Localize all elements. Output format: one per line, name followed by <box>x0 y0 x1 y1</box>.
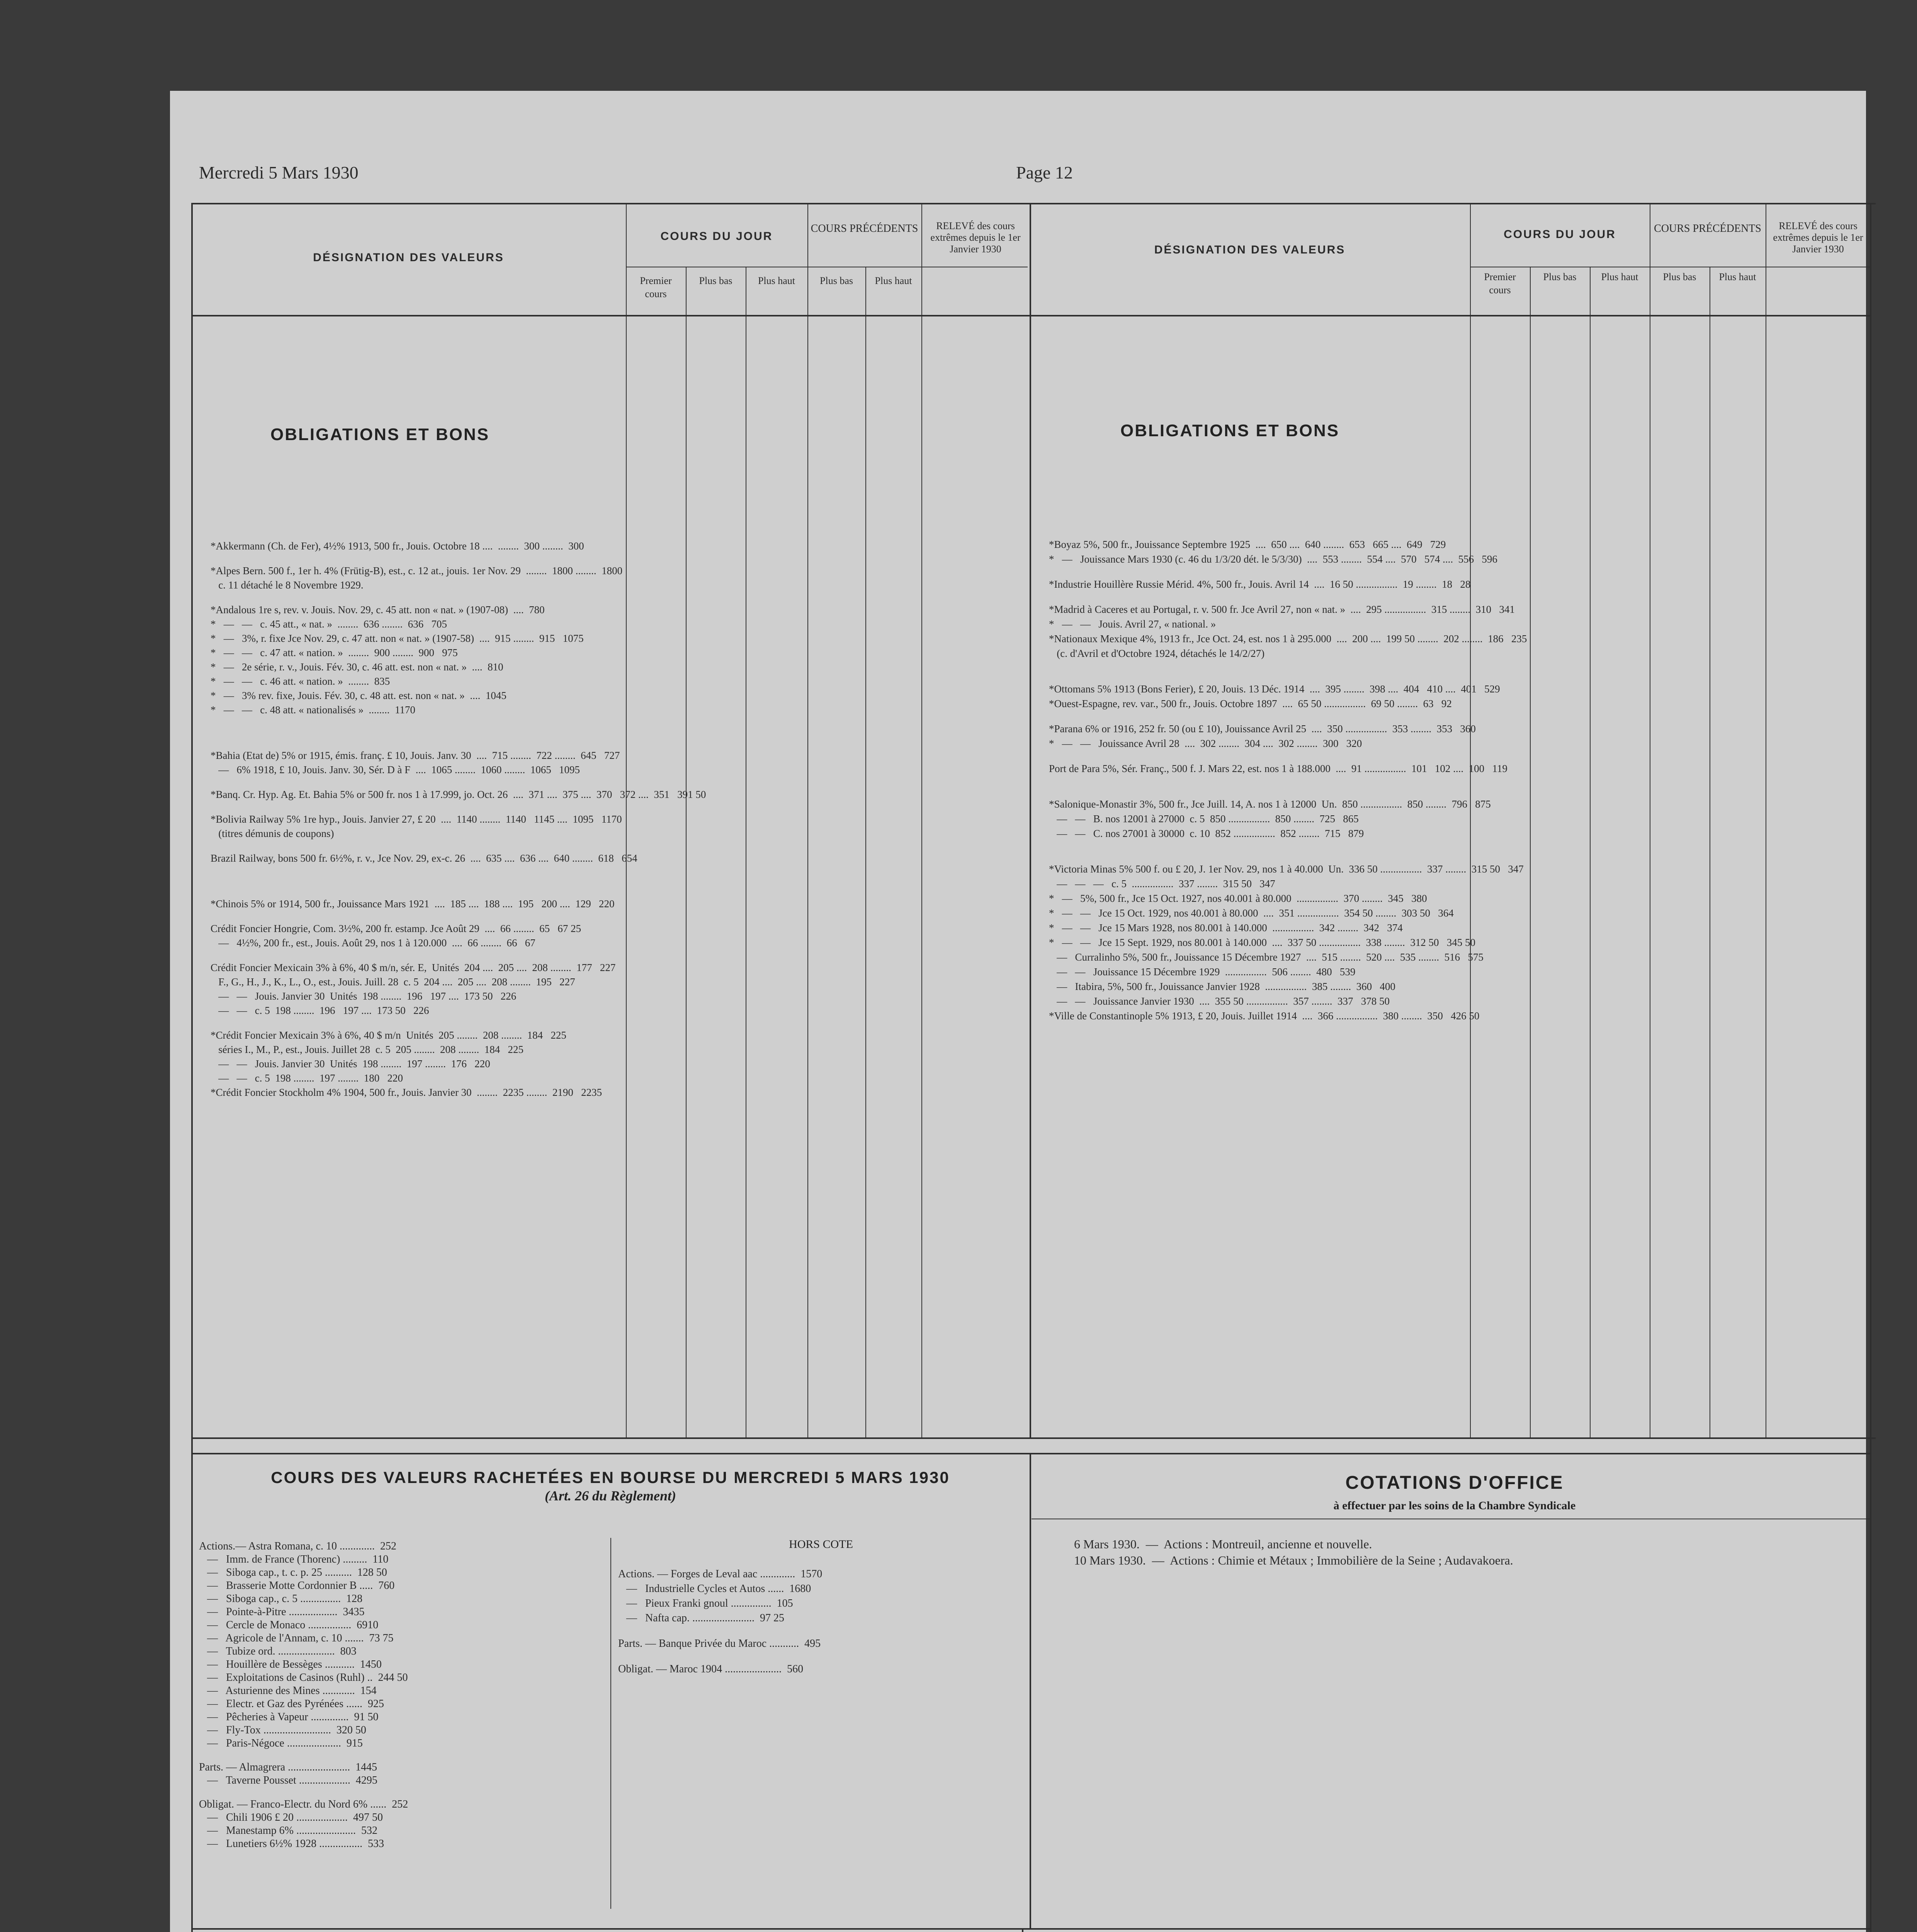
hors-cote-row: — Nafta cap. ....................... 97 25 <box>618 1612 785 1624</box>
listing-row: — — B. nos 12001 à 27000 c. 5 850 ................ 850 ........ 725 865 <box>1049 813 1359 825</box>
listing-row: *Ouest-Espagne, rev. var., 500 fr., Jouis. Octobre 1897 .... 65 50 ................ 69 50 ........ 63 92 <box>1049 698 1452 709</box>
listing-row: *Crédit Foncier Stockholm 4% 1904, 500 fr., Jouis. Janvier 30 ........ 2235 ........ 2190 2235 <box>211 1087 602 1098</box>
listing-row: *Victoria Minas 5% 500 f. ou £ 20, J. 1er Nov. 29, nos 1 à 40.000 Un. 336 50 ................ 337 ........ 315 50 347 <box>1049 863 1524 875</box>
listing-row: Port de Para 5%, Sér. Franç., 500 f. J. Mars 22, est. nos 1 à 188.000 .... 91 ................ 101 102 .... 100 119 <box>1049 763 1507 774</box>
changes-top-rule <box>191 1928 1870 1930</box>
listing-row: * — 5%, 500 fr., Jce 15 Oct. 1927, nos 40.001 à 80.000 ................ 370 ........ 345 380 <box>1049 893 1427 904</box>
listing-row <box>211 777 1026 787</box>
listing-row: *Akkermann (Ch. de Fer), 4½% 1913, 500 fr., Jouis. Octobre 18 .... ........ 300 ........ 300 <box>211 540 584 552</box>
premier-cours-header: Premier cours <box>640 275 672 299</box>
cours-du-jour-header-left: COURS DU JOUR <box>660 230 773 243</box>
designation-header-right: DÉSIGNATION DES VALEURS <box>1154 243 1346 256</box>
listing-row: — Curralinho 5%, 500 fr., Jouissance 15 Décembre 1927 .... 515 ........ 520 .... 535 ........ 516 575 <box>1049 951 1484 963</box>
cours-du-jour-header-right: COURS DU JOUR <box>1504 228 1616 241</box>
rachetees-row: Obligat. — Franco-Electr. du Nord 6% ...... 252 <box>199 1798 408 1810</box>
rachetees-row: — Electr. et Gaz des Pyrénées ...... 925 <box>199 1698 384 1710</box>
prec-plus-bas-header: Plus bas <box>820 275 853 286</box>
rachetees-row: — Asturienne des Mines ............ 154 <box>199 1685 377 1697</box>
premier-cours-header-right: Premier cours <box>1484 271 1516 296</box>
rachetees-row: Parts. — Almagrera ....................... 1445 <box>199 1761 377 1773</box>
listing-row: * — — Jouis. Avril 27, « national. » <box>1049 618 1216 630</box>
hors-cote-row <box>618 1651 1024 1662</box>
rachetees-row: — Chili 1906 £ 20 ................... 497 50 <box>199 1811 383 1823</box>
listing-row: * — 3% rev. fixe, Jouis. Fév. 30, c. 48 att. est. non « nat. » .... 1045 <box>211 690 506 701</box>
plus-haut-header: Plus haut <box>758 275 795 286</box>
rachetees-row: — Lunetiers 6½% 1928 ................ 533 <box>199 1838 384 1850</box>
rachetees-row: — Siboga cap., t. c. p. 25 .......... 128 50 <box>199 1566 387 1578</box>
rachetees-row: — Exploitations de Casinos (Ruhl) .. 244 50 <box>199 1672 408 1684</box>
right-listing <box>1049 537 1868 1426</box>
listing-row: * — — Jce 15 Oct. 1929, nos 40.001 à 80.000 .... 351 ................ 354 50 ........ 303 50 364 <box>1049 907 1454 919</box>
rachetees-row: — Paris-Négoce .................... 915 <box>199 1737 363 1749</box>
listing-row: *Boyaz 5%, 500 fr., Jouissance Septembre 1925 .... 650 .... 640 ........ 653 665 .... 649 729 <box>1049 539 1446 550</box>
rachetees-row: — Fly-Tox ......................... 320 50 <box>199 1724 366 1736</box>
cotations-title: COTATIONS D'OFFICE <box>1345 1473 1564 1493</box>
cotations-row: 10 Mars 1930. — Actions : Chimie et Métaux ; Immobilière de la Seine ; Audavakoera. <box>1074 1553 1513 1567</box>
plus-bas-header: Plus bas <box>699 275 732 286</box>
listing-row: *Parana 6% or 1916, 252 fr. 50 (ou £ 10), Jouissance Avril 25 .... 350 ................ 353 ........ 353 360 <box>1049 723 1476 735</box>
hors-cote-row <box>618 1626 1024 1636</box>
changes-divider <box>1022 1928 1023 1932</box>
right-frame-rule <box>1870 203 1871 1932</box>
listing-row <box>1049 711 1868 721</box>
center-divider <box>1030 203 1031 1437</box>
listing-row: — — Jouissance Janvier 1930 .... 355 50 ................ 357 ........ 337 378 50 <box>1049 995 1390 1007</box>
listing-row: *Industrie Houillère Russie Mérid. 4%, 500 fr., Jouis. Avril 14 .... 16 50 ................ 19 ........ 18 28 <box>1049 578 1471 590</box>
rachetees-row: — Manestamp 6% ...................... 532 <box>199 1825 377 1837</box>
listing-row <box>1049 566 1868 577</box>
listing-row: *Bolivia Railway 5% 1re hyp., Jouis. Janvier 27, £ 20 .... 1140 ........ 1140 1145 .... 1095 1170 <box>211 813 622 825</box>
listing-row: *Madrid à Caceres et au Portugal, r. v. 500 fr. Jce Avril 27, non « nat. » .... 295 ................ 315 ........ 310 341 <box>1049 604 1515 615</box>
hors-cote-row: Parts. — Banque Privée du Maroc ........... 495 <box>618 1638 821 1650</box>
table-top-rule <box>191 203 1876 204</box>
rachetees-row: Actions.— Astra Romana, c. 10 ............. 252 <box>199 1540 396 1552</box>
listing-row: — Itabira, 5%, 500 fr., Jouissance Janvier 1928 ................ 385 ........ 360 400 <box>1049 981 1395 992</box>
listing-row: — — C. nos 27001 à 30000 c. 10 852 ................ 852 ........ 715 879 <box>1049 828 1364 839</box>
listing-row: Crédit Foncier Hongrie, Com. 3½%, 200 fr. estamp. Jce Août 29 .... 66 ........ 65 67 25 <box>211 923 581 934</box>
listing-row <box>1049 671 1868 682</box>
listing-row: c. 11 détaché le 8 Novembre 1929. <box>211 579 364 591</box>
rachetees-subtitle: (Art. 26 du Règlement) <box>545 1488 676 1503</box>
listing-row: — 4½%, 200 fr., est., Jouis. Août 29, nos 1 à 120.000 .... 66 ........ 66 67 <box>211 937 535 949</box>
rachetees-row: — Pointe-à-Pitre .................. 3435 <box>199 1606 365 1618</box>
plus-bas-header-right: Plus bas <box>1543 271 1577 282</box>
cotations-row: 6 Mars 1930. — Actions : Montreuil, ancienne et nouvelle. <box>1074 1537 1372 1551</box>
listing-row: * — — Jouissance Avril 28 .... 302 ........ 304 .... 302 ........ 300 320 <box>1049 738 1362 749</box>
rachetees-row: — Cercle de Monaco ................ 6910 <box>199 1619 379 1631</box>
rachetees-actions-list <box>199 1540 624 1911</box>
hors-cote-row: — Industrielle Cycles et Autos ...... 1680 <box>618 1583 811 1595</box>
listing-row: * — — c. 45 att., « nat. » ........ 636 ........ 636 705 <box>211 618 447 630</box>
listing-row: * — — c. 46 att. « nation. » ........ 835 <box>211 675 390 687</box>
listing-row <box>211 553 1026 564</box>
hors-cote-row: Obligat. — Maroc 1904 ..................... 560 <box>618 1663 804 1675</box>
table-bottom-rule <box>191 1437 1876 1439</box>
releve-header-left: RELEVÉ des cours extrêmes depuis le 1er Janvier 1930 <box>930 220 1021 255</box>
rachetees-inner-divider <box>610 1538 611 1909</box>
page-number: Page 12 <box>1016 163 1073 182</box>
listing-row <box>1049 751 1868 761</box>
listing-row: *Chinois 5% or 1914, 500 fr., Jouissance Mars 1921 .... 185 .... 188 .... 195 200 .... 129 220 <box>211 898 615 910</box>
listing-row <box>1049 661 1868 671</box>
listing-row <box>211 738 1026 748</box>
listing-row: F., G., H., J., K., L., O., est., Jouis. Juill. 28 c. 5 204 .... 205 .... 208 ........ 195 227 <box>211 976 575 988</box>
rachetees-row: — Agricole de l'Annam, c. 10 ....... 73 75 <box>199 1632 394 1644</box>
header-bottom-rule <box>191 315 1870 316</box>
listing-row: Crédit Foncier Mexicain 3% à 6%, 40 $ m/n, sér. E, Unités 204 .... 205 .... 208 ........ 177 227 <box>211 962 616 973</box>
listing-row: * — — c. 48 att. « nationalisés » ........ 1170 <box>211 704 415 716</box>
listing-row <box>211 717 1026 728</box>
plus-haut-header-right: Plus haut <box>1601 271 1638 282</box>
listing-row: — — Jouis. Janvier 30 Unités 198 ........ 196 197 .... 173 50 226 <box>211 990 517 1002</box>
listing-row <box>1049 786 1868 797</box>
listing-row <box>211 592 1026 603</box>
left-listing <box>211 539 1026 1428</box>
listing-row: (titres démunis de coupons) <box>211 828 334 839</box>
rachetees-row: — Taverne Pousset ................... 4295 <box>199 1774 377 1786</box>
listing-row <box>211 841 1026 851</box>
listing-row: séries I., M., P., est., Jouis. Juillet 28 c. 5 205 ........ 208 ........ 184 225 <box>211 1044 523 1055</box>
cours-precedents-header-right: COURS PRÉCÉDENTS <box>1654 223 1761 235</box>
listing-row: — — c. 5 198 ........ 196 197 .... 173 50 226 <box>211 1005 429 1016</box>
section-title-left: OBLIGATIONS ET BONS <box>270 425 490 444</box>
listing-row: — — c. 5 198 ........ 197 ........ 180 220 <box>211 1072 403 1084</box>
listing-row <box>1049 851 1868 862</box>
rachetees-row: — Pêcheries à Vapeur .............. 91 50 <box>199 1711 379 1723</box>
listing-row: * — Jouissance Mars 1930 (c. 46 du 1/3/20 dét. le 5/3/30) .... 553 ........ 554 .... 570 574 .... 556 596 <box>1049 553 1497 565</box>
left-frame-rule <box>191 203 193 1932</box>
releve-header-right: RELEVÉ des cours extrêmes depuis le 1er Janvier 1930 <box>1773 220 1863 255</box>
listing-row: — — Jouis. Janvier 30 Unités 198 ........ 197 ........ 176 220 <box>211 1058 490 1070</box>
cotations-list <box>1074 1536 1866 1582</box>
rachetees-row: — Brasserie Motte Cordonnier B ..... 760 <box>199 1580 395 1592</box>
rachetees-row: — Tubize ord. ..................... 803 <box>199 1645 357 1657</box>
listing-row <box>1049 776 1868 786</box>
listing-row: * — 2e série, r. v., Jouis. Fév. 30, c. 46 att. est. non « nat. » .... 810 <box>211 661 503 673</box>
rachetees-row: — Houillère de Bessèges ........... 1450 <box>199 1658 382 1670</box>
listing-row: * — 3%, r. fixe Jce Nov. 29, c. 47 att. non « nat. » (1907-58) .... 915 ........ 915 1075 <box>211 633 584 644</box>
listing-row <box>211 1018 1026 1028</box>
listing-row: *Salonique-Monastir 3%, 500 fr., Jce Juill. 14, A. nos 1 à 12000 Un. 850 ................ 850 ........ 796 875 <box>1049 798 1491 810</box>
listing-row: *Nationaux Mexique 4%, 1913 fr., Jce Oct. 24, est. nos 1 à 295.000 .... 200 .... 199 50 ........ 202 ........ 186 235 <box>1049 633 1527 645</box>
prec-plus-bas-header-right: Plus bas <box>1663 271 1696 282</box>
listing-row <box>211 886 1026 897</box>
listing-row <box>1049 592 1868 602</box>
section-title-right: OBLIGATIONS ET BONS <box>1120 421 1340 440</box>
hors-cote-title: HORS COTE <box>789 1538 853 1551</box>
listing-row: (c. d'Avril et d'Octobre 1924, détachés le 14/2/27) <box>1049 648 1265 659</box>
rachetees-row: — Siboga cap., c. 5 ............... 128 <box>199 1593 363 1605</box>
listing-row: *Bahia (Etat de) 5% or 1915, émis. franç. £ 10, Jouis. Janv. 30 .... 715 ........ 722 ........ 645 727 <box>211 750 620 761</box>
listing-row <box>211 866 1026 876</box>
listing-row: — — Jouissance 15 Décembre 1929 ................ 506 ........ 480 539 <box>1049 966 1356 978</box>
designation-header-left: DÉSIGNATION DES VALEURS <box>313 251 504 264</box>
listing-row: *Ottomans 5% 1913 (Bons Ferier), £ 20, Jouis. 13 Déc. 1914 .... 395 ........ 398 .... 404 410 .... 401 529 <box>1049 683 1500 695</box>
rachetees-row <box>199 1787 624 1798</box>
listing-row: *Crédit Foncier Mexicain 3% à 6%, 40 $ m/n Unités 205 ........ 208 ........ 184 225 <box>211 1029 566 1041</box>
listing-row <box>1049 841 1868 851</box>
prec-plus-haut-header: Plus haut <box>875 275 912 286</box>
hors-cote-list <box>618 1567 1024 1799</box>
hors-cote-row: Actions. — Forges de Leval aac ............. 1570 <box>618 1568 823 1580</box>
listing-row: * — — Jce 15 Sept. 1929, nos 80.001 à 140.000 .... 337 50 ................ 338 ........ 312 50 345 50 <box>1049 937 1475 948</box>
cours-precedents-header-left: COURS PRÉCÉDENTS <box>811 223 918 235</box>
listing-row: * — — c. 47 att. « nation. » ........ 900 ........ 900 975 <box>211 647 458 658</box>
prec-plus-haut-header-right: Plus haut <box>1719 271 1756 282</box>
listing-row <box>211 876 1026 886</box>
listing-row <box>211 728 1026 738</box>
listing-row: *Banq. Cr. Hyp. Ag. Et. Bahia 5% or 500 fr. nos 1 à 17.999, jo. Oct. 26 .... 371 .... 375 .... 370 372 .... 351 391 50 <box>211 789 706 800</box>
listing-row: *Ville de Constantinople 5% 1913, £ 20, Jouis. Juillet 1914 .... 366 ................ 380 ........ 350 426 50 <box>1049 1010 1480 1022</box>
middle-divider <box>1030 1453 1031 1928</box>
listing-row: — 6% 1918, £ 10, Jouis. Janv. 30, Sér. D à F .... 1065 ........ 1060 ........ 1065 1095 <box>211 764 580 776</box>
cotations-subtitle: à effectuer par les soins de la Chambre Syndicale <box>1333 1499 1576 1512</box>
listing-row <box>211 802 1026 812</box>
hors-cote-row: — Pieux Franki gnoul ............... 105 <box>618 1597 793 1609</box>
page-date: Mercredi 5 Mars 1930 <box>199 163 359 182</box>
listing-row <box>211 950 1026 961</box>
listing-row: *Andalous 1re s, rev. v. Jouis. Nov. 29, c. 45 att. non « nat. » (1907-08) .... 780 <box>211 604 545 616</box>
listing-row: * — — Jce 15 Mars 1928, nos 80.001 à 140.000 ................ 342 ........ 342 374 <box>1049 922 1403 934</box>
listing-row: *Alpes Bern. 500 f., 1er h. 4% (Frütig-B), est., c. 12 at., jouis. 1er Nov. 29 ........ 1800 ........ 1800 <box>211 565 623 577</box>
rachetees-row: — Imm. de France (Thorenc) ......... 110 <box>199 1553 389 1565</box>
rachetees-title: COURS DES VALEURS RACHETÉES EN BOURSE DU MERCREDI 5 MARS 1930 <box>271 1468 950 1486</box>
listing-row: — — — c. 5 ................ 337 ........ 315 50 347 <box>1049 878 1275 889</box>
rachetees-row <box>199 1750 624 1761</box>
listing-row <box>211 911 1026 922</box>
listing-row: Brazil Railway, bons 500 fr. 6½%, r. v., Jce Nov. 29, ex-c. 26 .... 635 .... 636 .... 640 ........ 618 654 <box>211 852 637 864</box>
